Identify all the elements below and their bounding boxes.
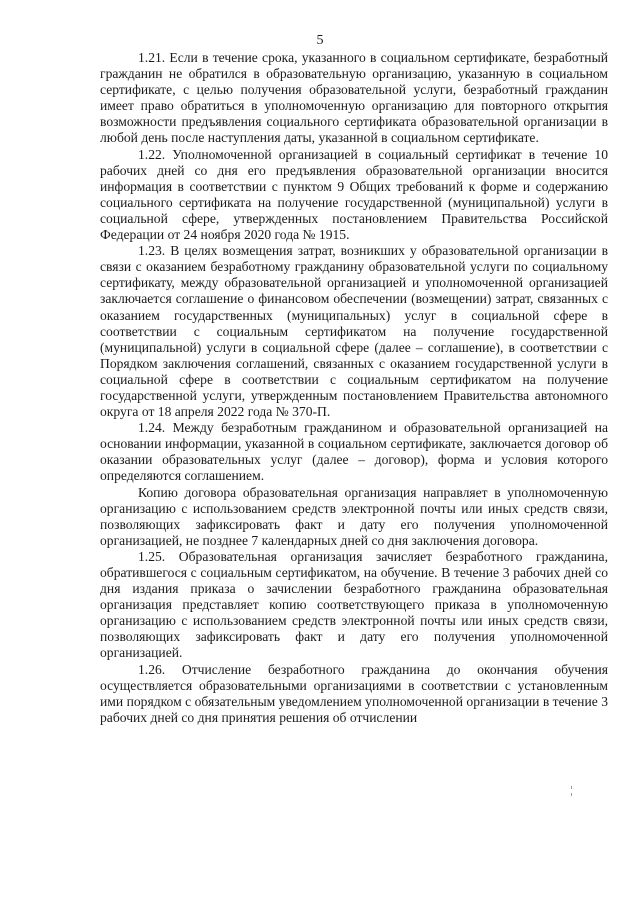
paragraph-1-22: 1.22. Уполномоченной организацией в социальный сертификат в течение 10 рабочих дней со дня его предъявления образовательной организации вносится информация в соответствии с пунктом 9 Общих требований к форме и содержанию социального сертификата на получение государственной (муниципальной) услуги в социальной сфере, утвержденных постановлением Правительства Российской Федерации от 24 ноября 2020 года № 1915. <box>100 146 608 243</box>
scan-speck <box>571 793 572 796</box>
document-body <box>100 50 608 726</box>
paragraph-1-21: 1.21. Если в течение срока, указанного в социальном сертификате, безработный гражданин не обратился в образовательную организацию, указанную в социальном сертификате, с целью получения образовательной услуги, безработный гражданин имеет право обратиться в уполномоченную организацию для повторного открытия возможности предъявления социального сертификата образовательной организации в любой день после наступления даты, указанной в социальном сертификате. <box>100 50 608 146</box>
scan-speck <box>571 786 572 789</box>
paragraph-1-26: 1.26. Отчисление безработного гражданина до окончания обучения осуществляется образовательными организациями в соответствии с установленным ими порядком с обязательным уведомлением уполномоченной организации в течение 3 рабочих дней со дня принятия решения об отчислении <box>100 661 608 725</box>
paragraph-1-25: 1.25. Образовательная организация зачисляет безработного гражданина, обратившегося с социальным сертификатом, на обучение. В течение 3 рабочих дней со дня издания приказа о зачислении безработного гражданина образовательная организация представляет копию соответствующего приказа в уполномоченную организацию с использованием средств электронной почты или иных средств связи, позволяющих зафиксировать факт и дату его получения уполномоченной организацией. <box>100 548 608 661</box>
paragraph-1-24: 1.24. Между безработным гражданином и образовательной организацией на основании информации, указанной в социальном сертификате, заключается договор об оказании образовательных услуг (далее – договор), форма и условия которого определяются соглашением. <box>100 420 608 484</box>
page-number: 5 <box>316 33 324 48</box>
paragraph-contract-copy: Копию договора образовательная организация направляет в уполномоченную организацию с использованием средств электронной почты или иных средств связи, позволяющих зафиксировать факт и дату его получения уполномоченной организацией, не позднее 7 календарных дней со дня заключения договора. <box>100 484 608 548</box>
paragraph-1-23: 1.23. В целях возмещения затрат, возникших у образовательной организации в связи с оказанием безработному гражданину образовательной услуги по социальному сертификату, между образовательной организацией и уполномоченной организацией заключается соглашение о финансовом обеспечении (возмещении) затрат, связанных с оказанием государственных (муниципальных) услуг в социальной сфере в соответствии с социальным сертификатом на получение государственной (муниципальной) услуги в социальной сфере (далее – соглашение), в соответствии с Порядком заключения соглашений, связанных с оказанием государственной услуги в социальной сфере в соответствии с социальным сертификатом на получение государственной услуги, утвержденным постановлением Правительства автономного округа от 18 апреля 2022 года № 370-П. <box>100 243 608 420</box>
